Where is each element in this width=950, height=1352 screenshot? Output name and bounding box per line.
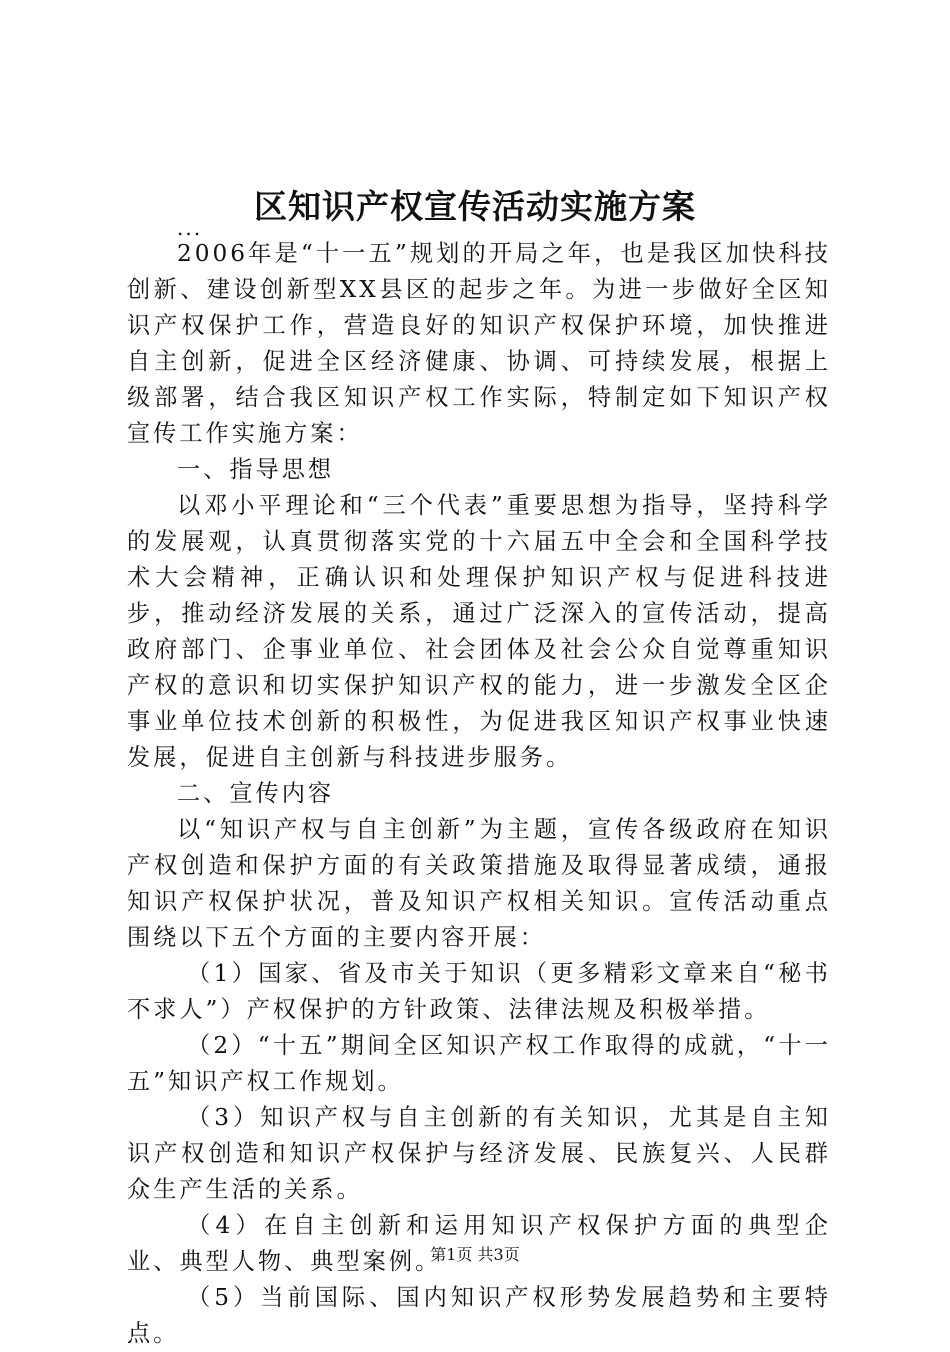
- content-item-2: （2）“十五”期间全区知识产权工作取得的成就，“十一五”知识产权工作规划。: [127, 1032, 831, 1095]
- page-number-footer: 第1页 共3页: [430, 1245, 520, 1264]
- document-body: [127, 236, 831, 1352]
- content-item-4: （4）在自主创新和运用知识产权保护方面的典型企业、典型人物、典型案例。: [127, 1212, 831, 1275]
- intro-paragraph: 2006年是“十一五”规划的开局之年，也是我区加快科技创新、建设创新型XX县区的起步之年。为进一步做好全区知识产权保护工作，营造良好的知识产权保护环境，加快推进自主创新，促进全区经济健康、协调、可持续发展，根据上级部署，结合我区知识产权工作实际，特制定如下知识产权宣传工作实施方案：: [127, 240, 831, 447]
- section-heading-content: 二、宣传内容: [177, 780, 335, 807]
- document-title: 区知识产权宣传活动实施方案: [254, 187, 696, 226]
- guiding-ideology-paragraph: 以邓小平理论和“三个代表”重要思想为指导，坚持科学的发展观，认真贯彻落实党的十六届五中全会和全国科学技术大会精神，正确认识和处理保护知识产权与促进科技进步，推动经济发展的关系，通过广泛深入的宣传活动，提高政府部门、企事业单位、社会团体及社会公众自觉尊重知识产权的意识和切实保护知识产权的能力，进一步激发全区企事业单位技术创新的积极性，为促进我区知识产权事业快速发展，促进自主创新与科技进步服务。: [127, 492, 831, 771]
- ellipsis-marker: ...: [177, 216, 203, 240]
- section-heading-guiding-ideology: 一、指导思想: [177, 456, 335, 483]
- content-item-3: （3）知识产权与自主创新的有关知识，尤其是自主知识产权创造和知识产权保护与经济发展、民族复兴、人民群众生产生活的关系。: [127, 1104, 831, 1203]
- content-intro-paragraph: 以“知识产权与自主创新”为主题，宣传各级政府在知识产权创造和保护方面的有关政策措施及取得显著成绩，通报知识产权保护状况，普及知识产权相关知识。宣传活动重点围绕以下五个方面的主要内容开展：: [127, 816, 831, 951]
- content-item-1: （1）国家、省及市关于知识（更多精彩文章来自“秘书不求人”）产权保护的方针政策、法律法规及积极举措。: [127, 960, 831, 1023]
- content-item-5: （5）当前国际、国内知识产权形势发展趋势和主要特点。: [127, 1284, 831, 1347]
